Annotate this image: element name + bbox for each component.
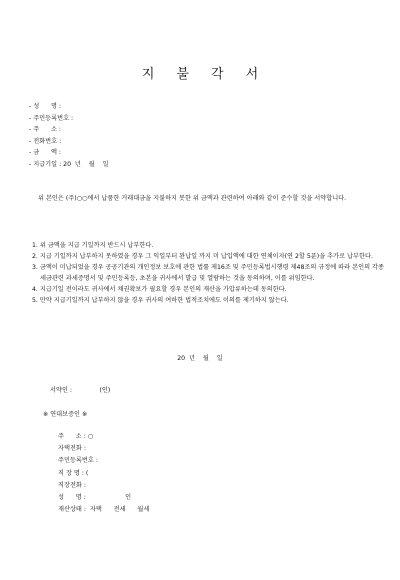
guarantor-resident-number: 주민등록번호 :	[58, 457, 98, 465]
field-resident-number: - 주민등록번호 :	[29, 114, 74, 122]
term-item: 5. 만약 지급기일까지 납부하지 않을 경우 귀사의 여하한 법적조치에도 이의를 제기하지 않는다.	[32, 297, 289, 304]
intro-paragraph: 위 본인은 (주)○○에서 납품한 거래대금을 지불하지 못한 위 금액과 관련하여 아래와 같이 준수할 것을 서약합니다.	[38, 195, 347, 202]
title-char: 서	[245, 67, 259, 82]
guarantor-home-phone: 자택전화 :	[58, 445, 86, 453]
title-char: 불	[176, 67, 189, 82]
signer-line: 서약인 : (인)	[50, 387, 111, 394]
guarantor-workplace: 직 장 명 : (	[58, 469, 89, 477]
term-item: 3. 금액이 미납되었을 경우 공공기관의 개인정보 보호에 관한 법률 제16조 및 주민등록법시행령 제48조의 규정에 따라 본인의 각종 세금관련 과세증명서 및 주민등록등, 초본을 귀사에서 발급 및 열람하는 것을 동의하며, 이를 위임한다.	[32, 264, 384, 282]
term-item: 1. 위 금액을 지급 기일까지 반드시 납부한다.	[32, 242, 154, 249]
guarantor-fields	[58, 433, 149, 518]
title-char: 각	[211, 67, 224, 82]
guarantor-heading: ※ 연대보증인 ※	[43, 411, 88, 418]
guarantor-address: 주 소 : ○	[58, 433, 94, 440]
guarantor-property-status: 재산상태 : 자택 전세 월세	[58, 506, 150, 514]
guarantor-work-phone: 직장전화 :	[58, 481, 86, 489]
guarantor-name: 성 명 : 인	[58, 493, 132, 501]
title-char: 지	[141, 67, 155, 82]
document-date: 20 년 월 일	[177, 355, 223, 362]
field-due-date: - 지급기일 : 20 년 월 일	[29, 160, 109, 168]
term-item: 2. 지급 기일까지 납부하지 못하였을 경우 그 익일부터 완납일 까지 미 납입액에 대한 연체이자(연 2할 5푼)을 추가로 납부한다.	[32, 253, 373, 260]
term-item: 4. 지급기일 전이라도 귀사에서 채권확보가 필요할 경우 본인의 재산을 가압류하는데 동의한다.	[32, 286, 287, 293]
terms-list	[32, 240, 384, 306]
debtor-fields	[29, 103, 109, 172]
field-phone: - 전화번호 :	[29, 137, 62, 145]
document-title	[0, 66, 400, 84]
field-address: - 주 소 :	[29, 126, 62, 133]
field-amount: - 금 액 :	[29, 149, 62, 156]
field-name: - 성 명 :	[29, 103, 62, 110]
